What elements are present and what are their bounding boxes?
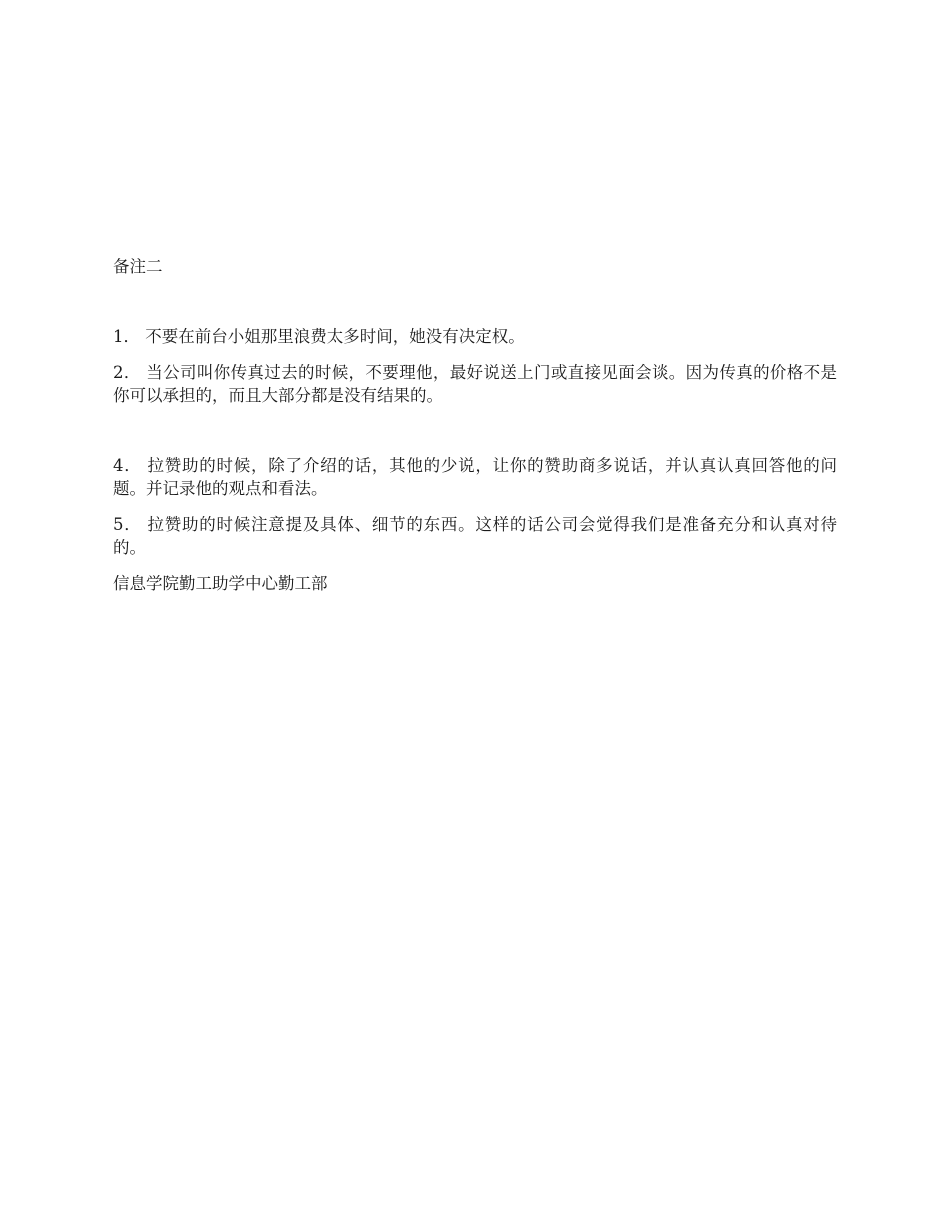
department-signature: 信息学院勤工助学中心勤工部 bbox=[113, 574, 328, 593]
note-item-2: 2． 当公司叫你传真过去的时候，不要理他，最好说送上门或直接见面会谈。因为传真的价格不是你可以承担的，而且大部分都是没有结果的。 bbox=[113, 363, 837, 405]
note-item-4: 4． 拉赞助的时候，除了介绍的话，其他的少说，让你的赞助商多说话，并认真认真回答他的问题。并记录他的观点和看法。 bbox=[113, 456, 837, 498]
note-item-1: 1． 不要在前台小姐那里浪费太多时间，她没有决定权。 bbox=[113, 327, 525, 346]
document-body bbox=[113, 255, 837, 595]
note-item-5: 5． 拉赞助的时候注意提及具体、细节的东西。这样的话公司会觉得我们是准备充分和认真对待的。 bbox=[113, 515, 837, 557]
section-heading: 备注二 bbox=[113, 257, 163, 276]
